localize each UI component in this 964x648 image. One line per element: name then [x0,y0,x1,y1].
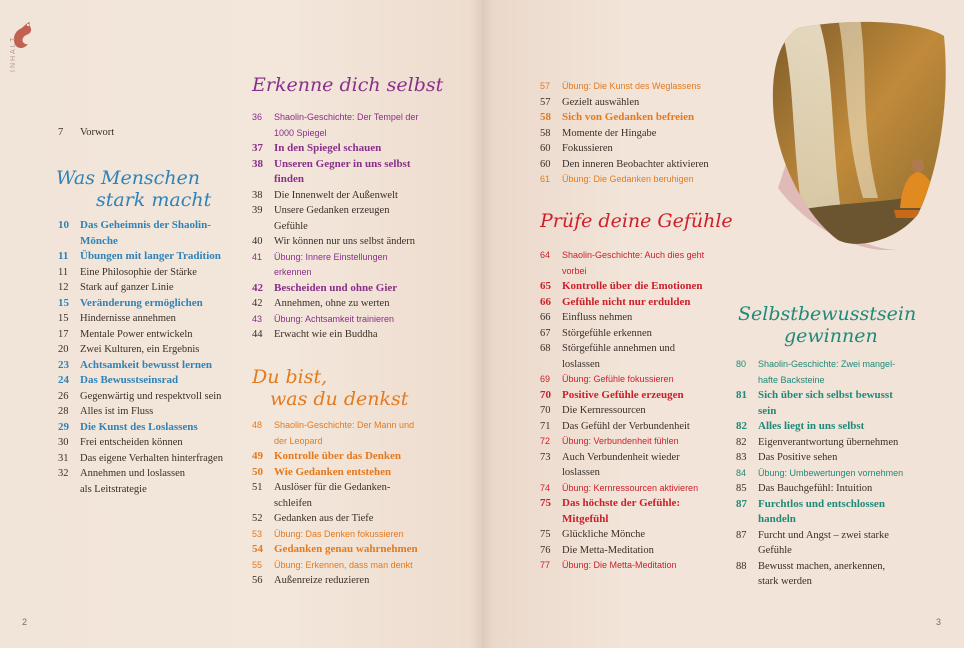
section-title-line: Du bist, [252,366,328,388]
toc-title: Die Innenwelt der Außenwelt [274,189,398,201]
toc-entry[interactable] [540,543,750,559]
toc-title: Das eigene Verhalten hinterfragen [80,452,223,464]
toc-title: stark werden [758,576,812,587]
toc-title: Gedanken aus der Tiefe [274,513,374,524]
section-title-line: Erkenne dich selbst [252,74,444,96]
toc-entry[interactable] [252,542,462,558]
toc-title: Zwei Kulturen, ein Ergebnis [80,344,200,355]
toc-page-number: 42 [252,298,263,309]
toc-title: Das Bewusstseinsrad [80,374,179,386]
toc-title: Gefühle nicht nur erdulden [562,295,691,308]
toc-title: Das Positive sehen [758,452,838,463]
toc-title: 1000 Spiegel [274,127,327,138]
toc-title: Eigenverantwortung übernehmen [758,436,899,448]
toc-entry[interactable] [540,310,750,326]
toc-title: Wir können nur uns selbst ändern [274,236,416,247]
toc-entry[interactable] [736,450,946,466]
toc-page-number: 68 [540,343,551,354]
toc-entry[interactable] [252,172,462,188]
toc-title: Übung: Verbundenheit fühlen [562,436,679,446]
toc-entry[interactable] [252,527,462,543]
section-title-line: gewinnen [784,325,878,347]
toc-entry[interactable] [540,110,750,126]
toc-entry[interactable] [252,496,462,512]
toc-entry[interactable] [252,234,462,250]
toc-page-number: 26 [58,390,69,402]
toc-entry[interactable] [252,250,462,266]
section-title-line: Was Menschen [56,167,201,189]
section-title-line: stark macht [96,189,212,211]
toc-page-number: 36 [252,112,263,122]
toc-entry[interactable] [736,435,946,451]
toc-title: Das höchste der Gefühle: [562,497,681,509]
toc-title: loslassen [562,358,600,370]
toc-title: Mentale Power entwickeln [80,328,193,340]
toc-entry[interactable] [252,265,462,281]
toc-title: Wie Gedanken entstehen [274,465,392,478]
toc-page-number: 61 [540,174,551,184]
toc-title: Hindernisse annehmen [80,313,176,324]
toc-page-number: 58 [540,111,551,123]
section-title-gefuehle [540,210,740,232]
toc-title: als Leitstrategie [80,483,147,495]
toc-entry[interactable] [58,342,248,358]
toc-entry[interactable] [58,404,248,420]
toc-page-number: 56 [252,575,263,586]
toc-entry[interactable] [540,172,750,188]
toc-entry[interactable] [252,157,462,173]
toc-entry[interactable] [736,559,946,575]
toc-page-number: 60 [540,143,551,154]
toc-page-number: 11 [58,266,69,278]
toc-page-number: 57 [540,96,551,108]
toc-page-number: 49 [252,450,263,462]
toc-entry[interactable] [58,265,248,281]
toc-entry[interactable] [540,496,750,512]
toc-entry[interactable] [252,203,462,219]
toc-title: Shaolin-Geschichte: Auch dies geht [562,250,705,260]
toc-title: Außenreize reduzieren [274,575,370,586]
toc-page-number: 28 [58,406,69,417]
toc-entry[interactable] [58,358,248,374]
toc-page-number: 43 [252,313,263,324]
toc-page-number: 44 [252,329,263,340]
toc-page-number: 82 [736,420,747,432]
toc-entry[interactable] [540,527,750,543]
toc-title: schleifen [274,497,312,509]
toc-page-number: 75 [540,497,551,509]
toc-entry[interactable] [540,95,750,111]
toc-title: Sich von Gedanken befreien [562,111,695,123]
toc-page-number: 55 [252,559,263,570]
toc-entry[interactable] [58,280,248,296]
side-label: INHALT [10,35,17,72]
toc-page-number: 66 [540,312,551,323]
toc-page-number: 54 [252,543,263,555]
toc-page-number: 69 [540,374,551,384]
toc-title: Furchtlos und entschlossen [758,497,885,510]
toc-title: Stark auf ganzer Linie [80,282,174,293]
toc-title: Übung: Die Kunst des Weglassens [562,81,701,91]
toc-page-number: 60 [540,158,551,170]
section-title-erkenne [252,74,452,96]
toc-page-number: 73 [540,451,551,463]
toc-entry[interactable] [252,188,462,204]
toc-page-number: 30 [58,437,69,448]
toc-entry[interactable] [252,480,462,496]
toc-page-number: 31 [58,452,69,464]
toc-entry[interactable] [58,327,248,343]
toc-title: Die Metta-Meditation [562,544,654,556]
toc-entry[interactable] [58,373,248,389]
toc-title: finden [274,173,304,185]
toc-title: Mitgefühl [562,512,609,525]
toc-entry[interactable] [540,372,750,388]
toc-page-number: 12 [58,282,69,293]
toc-title: Gezielt auswählen [562,96,640,108]
toc-entry[interactable] [540,465,750,481]
toc-page-number: 29 [58,420,69,433]
toc-entry[interactable] [252,110,462,126]
toc-page-number: 7 [58,127,64,138]
toc-page-number: 50 [252,465,263,478]
section-title-line: Selbstbewusstsein [738,303,917,325]
toc-title: Übung: Innere Einstellungen [274,251,388,262]
toc-entry[interactable] [736,388,946,404]
toc-entry[interactable] [540,481,750,497]
toc-title: handeln [758,513,796,525]
toc-title: Eine Philosophie der Stärke [80,266,197,278]
toc-title: Gefühle [274,220,308,232]
toc-title: Übungen mit langer Tradition [80,250,221,262]
toc-title: Glückliche Mönche [562,529,646,540]
toc-page-number: 17 [58,328,69,340]
toc-entry[interactable] [252,465,462,481]
toc-title: Bescheiden und ohne Gier [274,281,398,294]
toc-page-number: 76 [540,544,551,556]
toc-entry[interactable] [252,558,462,574]
toc-page-number: 64 [540,250,551,260]
toc-page-number: 42 [252,281,263,294]
toc-title: Unseren Gegner in uns selbst [274,157,411,170]
toc-entry[interactable] [540,295,750,311]
toc-page-number: 70 [540,388,551,401]
toc-page-number: 66 [540,295,551,308]
toc-title: Frei entscheiden können [80,437,183,448]
toc-page-number: 39 [252,205,263,216]
toc-entry[interactable] [540,341,750,357]
toc-page-number: 71 [540,420,551,432]
toc-entry[interactable] [252,418,462,434]
toc-list-section-1 [58,218,248,497]
section-title-selbstbewusstsein [738,303,938,347]
toc-entry[interactable] [252,511,462,527]
toc-list-section-4 [540,248,750,574]
toc-entry[interactable] [252,449,462,465]
toc-list-section-5 [736,357,946,590]
toc-page-number: 83 [736,452,747,463]
toc-title: Vorwort [80,127,115,138]
toc-page-number: 10 [58,219,69,231]
toc-title: Shaolin-Geschichte: Zwei mangel- [758,359,896,369]
toc-entry[interactable] [540,434,750,450]
toc-title: Bewusst machen, anerkennen, [758,560,886,572]
toc-page-number: 75 [540,529,551,540]
toc-title: Das Gefühl der Verbundenheit [562,420,690,432]
toc-title: der Leopard [274,435,323,446]
toc-title: Übung: Gefühle fokussieren [562,374,674,384]
toc-entry[interactable] [540,79,750,95]
section-title-line: was du denkst [270,388,409,410]
toc-list-section-2 [252,110,462,343]
toc-page-number: 88 [736,560,747,572]
section-title-du-bist [252,366,452,410]
book-gutter [470,0,494,648]
toc-entry[interactable] [540,450,750,466]
toc-entry[interactable] [58,451,248,467]
toc-entry[interactable] [58,420,248,436]
toc-entry[interactable] [58,218,248,234]
toc-page-number: 40 [252,236,263,247]
toc-title: Fokussieren [562,143,613,154]
toc-entry[interactable] [252,296,462,312]
toc-title: Mönche [80,234,118,247]
toc-title: Übung: Umbewertungen vornehmen [758,467,904,478]
toc-title: sein [758,404,777,417]
toc-entry[interactable] [736,404,946,420]
toc-page-number: 70 [540,405,551,416]
toc-title: Störgefühle annehmen und [562,343,675,354]
page-number-left: 2 [22,617,28,627]
toc-page-number: 15 [58,313,69,324]
toc-title: Unsere Gedanken erzeugen [274,205,390,216]
toc-entry[interactable] [540,357,750,373]
toc-title: Shaolin-Geschichte: Der Tempel der [274,112,419,122]
toc-entry[interactable] [252,281,462,297]
toc-title: Den inneren Beobachter aktivieren [562,158,709,170]
toc-entry[interactable] [540,326,750,342]
toc-page-number: 32 [58,468,69,479]
toc-title: Einfluss nehmen [562,312,633,323]
toc-page-number: 84 [736,467,747,478]
toc-entry[interactable] [252,327,462,343]
toc-page-number: 38 [252,157,263,170]
toc-entry[interactable] [540,419,750,435]
toc-page-number: 82 [736,436,747,448]
toc-entry[interactable] [540,248,750,264]
toc-page-number: 57 [540,81,551,91]
toc-page-number: 85 [736,483,747,494]
toc-entry[interactable] [58,311,248,327]
toc-title: vorbei [562,265,587,276]
toc-entry[interactable] [58,389,248,405]
toc-page-number: 51 [252,482,263,493]
section-title-stark [56,167,216,211]
toc-entry[interactable] [252,573,462,589]
toc-title: Veränderung ermöglichen [80,296,203,309]
toc-page-number: 74 [540,482,551,493]
toc-title: Übung: Kernressourcen aktivieren [562,482,699,493]
toc-page-number: 15 [58,296,69,309]
toc-title: Furcht und Angst – zwei starke [758,529,889,541]
toc-entry[interactable] [252,219,462,235]
toc-entry[interactable] [58,466,248,482]
toc-title: Alles ist im Fluss [80,406,154,417]
toc-entry[interactable] [736,574,946,590]
toc-entry[interactable] [540,279,750,295]
toc-column-1 [58,125,238,141]
monk-waterfall-photo [768,18,948,250]
toc-page-number: 11 [58,250,69,262]
toc-page-number: 67 [540,327,551,339]
section-title-line: Prüfe deine Gefühle [540,210,733,232]
toc-entry[interactable] [540,264,750,280]
toc-entry[interactable] [58,249,248,265]
toc-title: Übung: Die Metta-Meditation [562,560,677,570]
toc-title: Die Kunst des Loslassens [80,420,198,433]
toc-entry[interactable] [736,481,946,497]
toc-title: Annehmen, ohne zu werten [274,298,390,309]
toc-title: Gegenwärtig und respektvoll sein [80,390,222,402]
toc-page-number: 37 [252,142,263,154]
toc-entry[interactable] [736,543,946,559]
toc-entry[interactable] [736,373,946,389]
toc-entry[interactable] [252,434,462,450]
toc-entry[interactable] [540,403,750,419]
toc-page-number: 87 [736,497,747,510]
toc-page-number: 53 [252,528,263,539]
toc-title: Auch Verbundenheit wieder [562,451,680,463]
toc-title: erkennen [274,267,312,277]
toc-title: Übung: Das Denken fokussieren [274,528,404,539]
toc-title: Übung: Die Gedanken beruhigen [562,174,694,184]
toc-title: loslassen [562,467,600,478]
toc-entry[interactable] [540,126,750,142]
toc-title: Das Bauchgefühl: Intuition [758,483,873,494]
toc-title: Gedanken genau wahrnehmen [274,543,418,555]
toc-entry[interactable] [540,558,750,574]
toc-entry-vorwort[interactable] [58,125,238,141]
toc-entry[interactable] [736,497,946,513]
toc-entry[interactable] [540,157,750,173]
toc-entry[interactable] [58,234,248,250]
toc-page-number: 58 [540,127,551,139]
toc-entry[interactable] [252,312,462,328]
toc-title: Erwacht wie ein Buddha [274,329,378,340]
page-number-right: 3 [936,617,942,627]
toc-page-number: 65 [540,280,551,292]
toc-entry[interactable] [58,296,248,312]
toc-entry[interactable] [252,141,462,157]
toc-title: Übung: Achtsamkeit trainieren [274,313,395,324]
toc-page-number: 41 [252,251,263,262]
toc-title: Auslöser für die Gedanken- [274,482,391,493]
toc-page-number: 81 [736,389,747,401]
toc-page-number: 23 [58,358,69,371]
toc-entry[interactable] [540,512,750,528]
toc-title: Übung: Erkennen, dass man denkt [274,559,413,570]
toc-page-number: 87 [736,529,747,541]
toc-title: Annehmen und loslassen [80,468,185,479]
toc-title: In den Spiegel schauen [274,142,382,154]
toc-entry[interactable] [736,512,946,528]
toc-entry[interactable] [736,357,946,373]
toc-entry[interactable] [58,435,248,451]
toc-list-section-3-continued [540,79,750,188]
toc-entry[interactable] [58,482,248,498]
toc-entry[interactable] [736,419,946,435]
toc-title: Die Kernressourcen [562,405,646,416]
toc-title: Kontrolle über die Emotionen [562,280,703,292]
toc-title: Störgefühle erkennen [562,327,652,339]
toc-page-number: 24 [58,374,69,386]
toc-title: Shaolin-Geschichte: Der Mann und [274,420,415,430]
toc-page-number: 80 [736,359,747,369]
toc-title: Momente der Hingabe [562,127,657,139]
toc-page-number: 20 [58,344,69,355]
toc-page-number: 52 [252,513,263,524]
toc-page-number: 77 [540,560,551,570]
toc-title: Positive Gefühle erzeugen [562,388,684,401]
toc-title: Gefühle [758,545,792,556]
toc-title: Alles liegt in uns selbst [758,420,865,432]
toc-title: Sich über sich selbst bewusst [758,389,893,401]
toc-title: Kontrolle über das Denken [274,450,402,462]
toc-title: Das Geheimnis der Shaolin- [80,219,211,231]
toc-title: Achtsamkeit bewusst lernen [80,358,212,371]
toc-page-number: 48 [252,420,263,430]
toc-page-number: 72 [540,436,551,446]
toc-entry[interactable] [736,528,946,544]
toc-title: hafte Backsteine [758,374,825,385]
toc-entry[interactable] [540,141,750,157]
toc-entry[interactable] [736,466,946,482]
toc-page-number: 38 [252,189,263,201]
toc-entry[interactable] [252,126,462,142]
toc-entry[interactable] [540,388,750,404]
toc-list-section-3 [252,418,462,589]
